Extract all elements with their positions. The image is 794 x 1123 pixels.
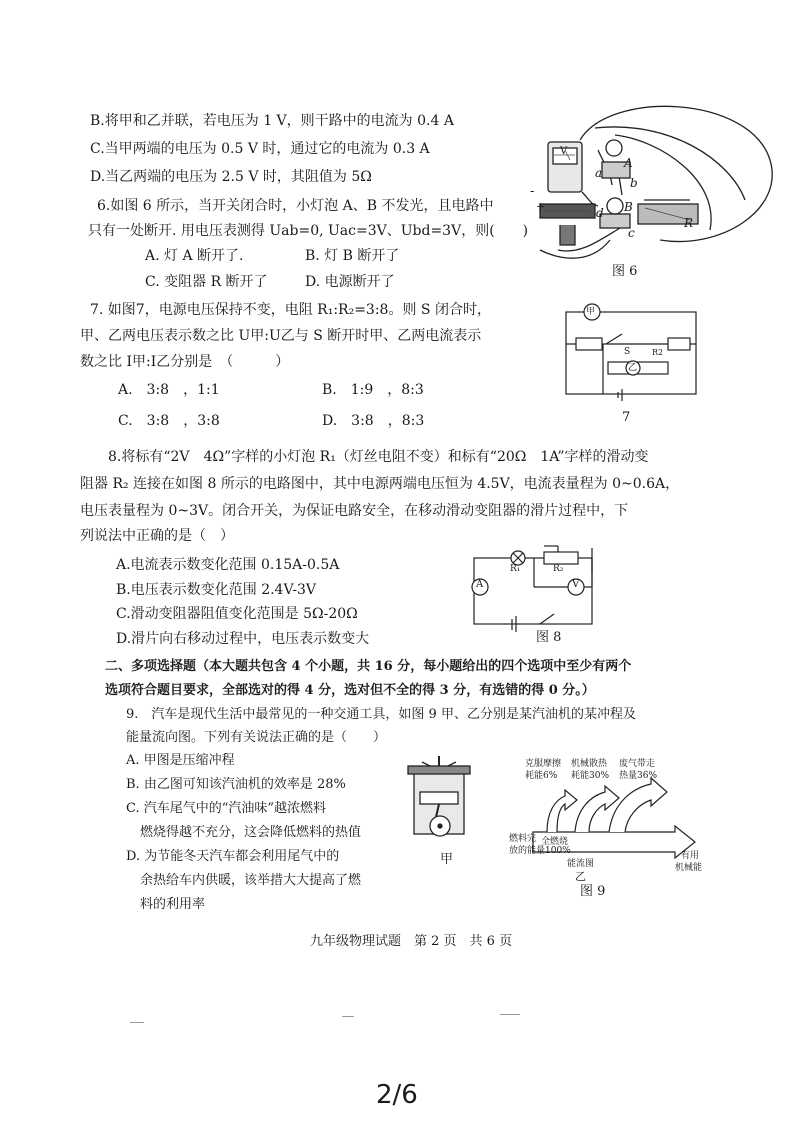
- fig9-exhaust: 废气带走: [619, 759, 656, 769]
- fig7-meter-yi: 乙: [628, 363, 638, 373]
- fig6-mark-plus: +: [536, 200, 546, 213]
- q8-stem-line2: 阻器 R₂ 连接在如图 8 所示的电路图中，其中电源两端电压恒为 4.5V，电流表量程为 0~0.6A，: [80, 476, 680, 492]
- q9-option-c-line2: 燃烧得越不充分，这会降低燃料的热值: [140, 825, 362, 840]
- fig9-heat-pct: 耗能30%: [571, 771, 610, 781]
- fig9-heat: 机械散热: [571, 759, 608, 769]
- fig6-mark-b-low: b: [630, 176, 638, 190]
- q7-option-c: C. 3:8 ，3:8: [118, 413, 220, 429]
- q6-stem-line2: 只有一处断开. 用电压表测得 Uab=0, Uac=3V、Ubd=3V，则( ): [88, 223, 529, 239]
- fig6-mark-a-low: a: [595, 166, 603, 180]
- fig9-fuel-line2: 放的能量100%: [509, 846, 571, 856]
- q7-stem-line2: 甲、乙两电压表示数之比 U甲:U乙与 S 断开时甲、乙两电流表示: [80, 328, 482, 344]
- fig9-friction-pct: 耗能6%: [525, 771, 558, 781]
- fig9-exhaust-pct: 热量36%: [619, 771, 658, 781]
- section2-heading-line1: 二、多项选择题（本大题共包含 4 个小题，共 16 分，每小题给出的四个选项中至少有两个: [105, 659, 632, 674]
- page-number: 2/6: [376, 1080, 418, 1110]
- q9-stem-line2: 能量流向图。下列有关说法正确的是（ ）: [126, 730, 387, 745]
- q8-stem-line3: 电压表量程为 0~3V。闭合开关，为保证电路安全，在移动滑动变阻器的滑片过程中，下: [80, 503, 629, 519]
- q5-option-d: D.当乙两端的电压为 2.5 V 时，其阻值为 5Ω: [90, 169, 372, 185]
- fig9-burn: 全燃烧: [541, 837, 569, 847]
- fig7-label: 7: [622, 410, 631, 425]
- fig6-mark-r: R: [684, 216, 694, 230]
- q9-option-a: A. 甲图是压缩冲程: [126, 753, 235, 768]
- figure-9-yi: [505, 752, 705, 883]
- fig9-label: 图 9: [580, 884, 606, 899]
- q9-option-d-line3: 料的利用率: [140, 897, 206, 912]
- fig8-voltmeter: V: [572, 579, 580, 590]
- q8-option-a: A.电流表示数变化范围 0.15A-0.5A: [116, 557, 340, 573]
- scan-mark: [342, 1016, 354, 1017]
- fig6-mark-minus: -: [530, 184, 535, 199]
- q8-option-c: C.滑动变阻器阻值变化范围是 5Ω-20Ω: [116, 606, 358, 622]
- fig7-r2: R2: [652, 348, 664, 357]
- q7-option-a: A. 3:8 ，1:1: [118, 382, 220, 398]
- fig8-r2: R₂: [553, 564, 564, 574]
- q5-option-c: C.当甲两端的电压为 0.5 V 时，通过它的电流为 0.3 A: [90, 141, 430, 157]
- fig6-mark-d: d: [596, 206, 604, 220]
- fig9-jia-label: 甲: [440, 852, 454, 867]
- fig8-r1: R₁: [510, 564, 521, 574]
- fig8-label: 图 8: [536, 630, 562, 645]
- figure-7: [558, 300, 708, 430]
- fig9-friction: 克服摩擦: [525, 759, 562, 769]
- fig6-mark-v: V: [560, 146, 568, 157]
- fig9-yi-label: 乙: [575, 870, 586, 883]
- section2-heading-line2: 选项符合题目要求，全部选对的得 4 分，选对但不全的得 3 分，有选错的得 0 分。）: [105, 683, 595, 698]
- q9-option-c-line1: C. 汽车尾气中的“汽油味”越浓燃料: [126, 801, 327, 816]
- fig6-mark-a-up: A: [624, 156, 633, 170]
- q7-stem-line3: 数之比 I甲:I乙分别是 （ ）: [80, 354, 290, 370]
- q9-stem-line1: 9. 汽车是现代生活中最常见的一种交通工具，如图 9 甲、乙分别是某汽油机的某冲程及: [126, 707, 636, 722]
- q8-option-b: B.电压表示数变化范围 2.4V-3V: [116, 582, 317, 598]
- q6-option-b: B. 灯 B 断开了: [305, 248, 400, 264]
- fig9-diagram-name: 能流图: [567, 859, 595, 869]
- scan-mark: [500, 1014, 520, 1015]
- fig8-ammeter: A: [476, 579, 484, 590]
- q6-option-d: D. 电源断开了: [305, 274, 395, 290]
- fig9-useful-line2: 机械能: [675, 863, 703, 873]
- q7-option-b: B. 1:9 ，8:3: [322, 382, 424, 398]
- q5-option-b: B.将甲和乙并联，若电压为 1 V，则干路中的电流为 0.4 A: [90, 113, 454, 129]
- q6-stem-line1: 6.如图 6 所示，当开关闭合时，小灯泡 A、B 不发光，且电路中: [97, 198, 494, 214]
- page-footer: 九年级物理试题 第 2 页 共 6 页: [310, 934, 513, 949]
- q9-option-d-line1: D. 为节能冬天汽车都会利用尾气中的: [126, 849, 340, 864]
- q9-option-d-line2: 余热给车内供暖，该举措大大提高了燃: [140, 873, 362, 888]
- q7-option-d: D. 3:8 ，8:3: [322, 413, 425, 429]
- fig9-fuel-line1: 燃料完: [509, 834, 537, 844]
- figure-6: [520, 100, 790, 285]
- figure-8: [458, 542, 608, 647]
- fig6-label: 图 6: [612, 264, 638, 279]
- q8-stem-line1: 8.将标有“2V 4Ω”字样的小灯泡 R₁（灯丝电阻不变）和标有“20Ω 1A”字样的滑动变: [108, 449, 649, 465]
- q6-option-a: A. 灯 A 断开了.: [145, 248, 244, 264]
- q8-option-d: D.滑片向右移动过程中，电压表示数变大: [116, 631, 370, 647]
- q7-stem-line1: 7. 如图7，电源电压保持不变，电阻 R₁:R₂=3:8。则 S 闭合时，: [90, 302, 491, 318]
- fig6-mark-b-up: B: [624, 200, 633, 214]
- q9-option-b: B. 由乙图可知该汽油机的效率是 28%: [126, 777, 346, 792]
- scan-mark: [130, 1022, 144, 1023]
- fig9-useful-line1: 有用: [681, 851, 700, 861]
- q8-stem-line4: 列说法中正确的是（ ）: [80, 528, 234, 544]
- fig7-switch-s: S: [624, 347, 631, 357]
- q6-option-c: C. 变阻器 R 断开了: [145, 274, 268, 290]
- fig6-mark-c: c: [628, 226, 635, 240]
- fig7-meter-jia: 甲: [586, 307, 596, 317]
- figure-9-jia: [400, 752, 480, 867]
